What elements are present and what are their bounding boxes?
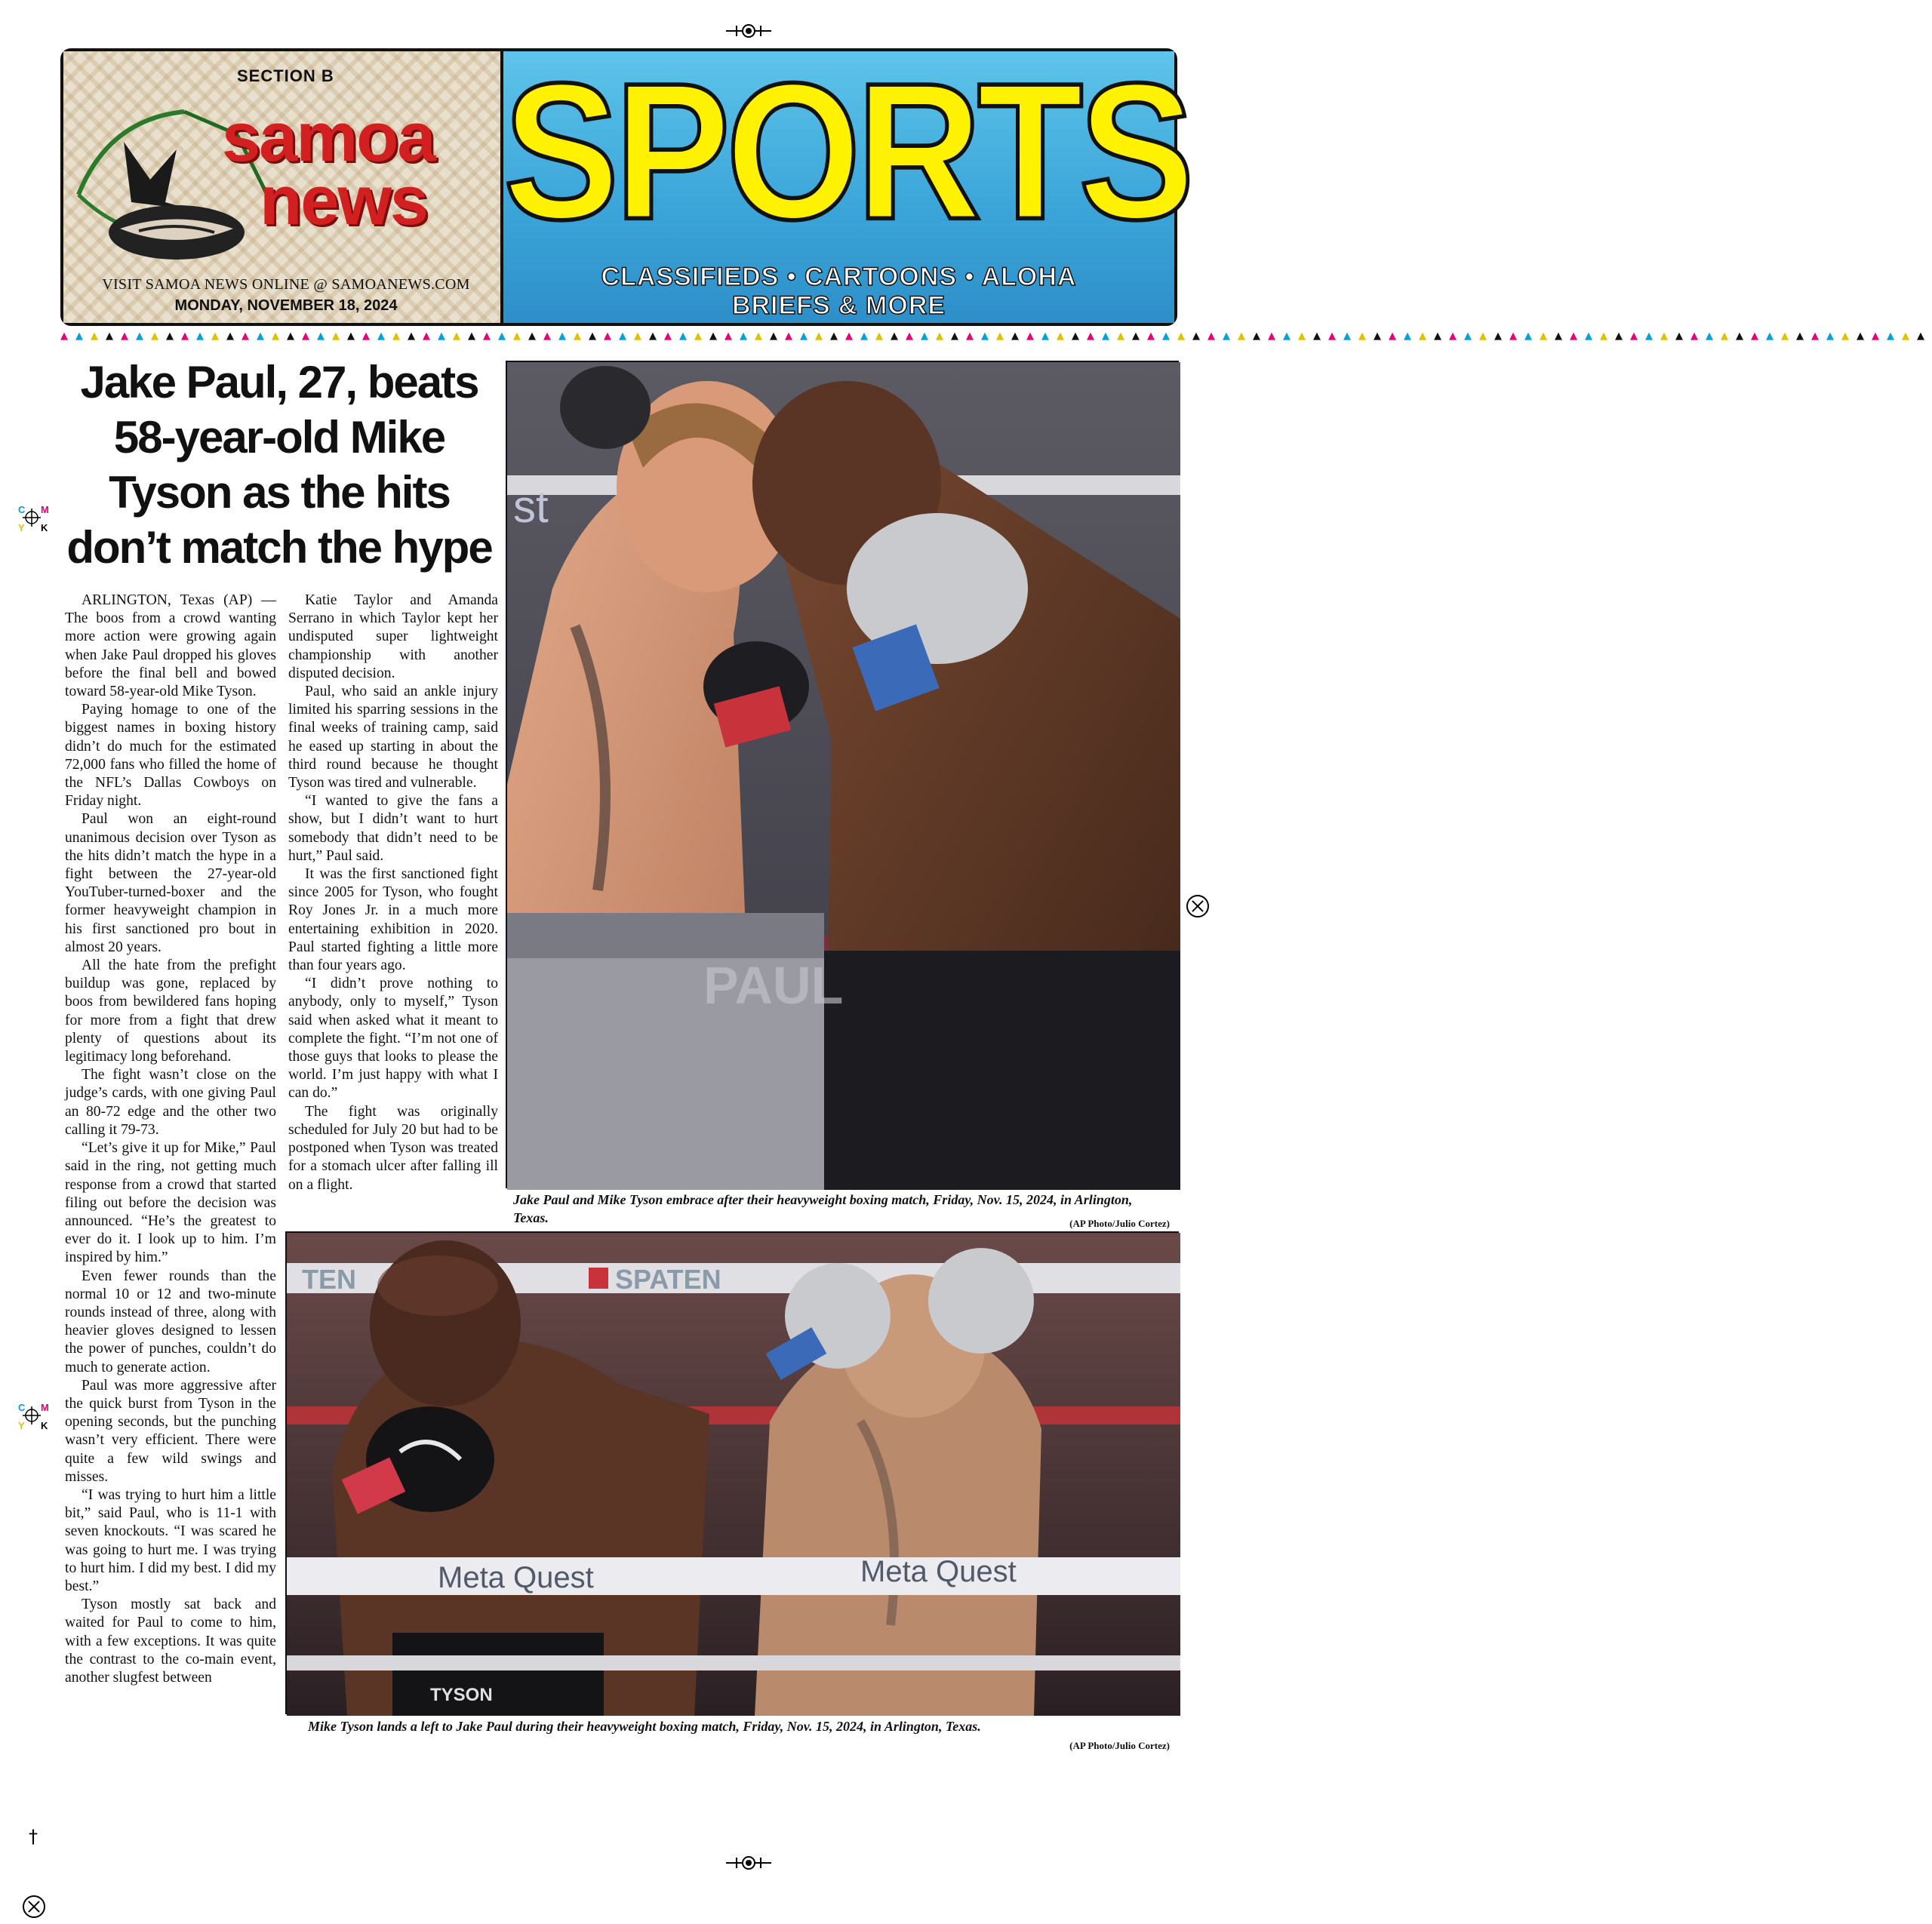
decorative-triangle-icon: ▲: [770, 330, 785, 342]
decorative-triangle-icon: ▲: [121, 330, 136, 342]
photo-punch-credit: (AP Photo/Julio Cortez): [1069, 1740, 1170, 1751]
section-subtitle-line1: CLASSIFIEDS • CARTOONS • ALOHA: [601, 263, 1077, 291]
decorative-triangle-icon: ▲: [724, 330, 740, 342]
decorative-triangle-icon: ▲: [589, 330, 604, 342]
decorative-triangle-icon: ▲: [1751, 330, 1766, 342]
crosshair-mark-bottom-left: [23, 1895, 45, 1918]
decorative-triangle-icon: ▲: [1585, 330, 1600, 342]
photo-embrace: [506, 361, 1179, 1188]
decorative-triangle-icon: ▲: [347, 330, 362, 342]
decorative-triangle-icon: ▲: [1811, 330, 1826, 342]
decorative-triangle-icon: ▲: [1841, 330, 1857, 342]
photo-punch-caption: Mike Tyson lands a left to Jake Paul during their heavyweight boxing match, Friday, Nov. 15, 2024, in Arlington, Texas.: [308, 1719, 981, 1734]
decorative-triangle-icon: ▲: [755, 330, 770, 342]
decorative-triangle-icon: ▲: [528, 330, 543, 342]
decorative-triangle-icon: ▲: [1736, 330, 1751, 342]
article-paragraph: Even fewer rounds than the normal 10 or 12 and two-minute rounds instead of three, along with heavier gloves designed to lessen the power of punches, couldn’t do much to generate action.: [65, 1268, 276, 1375]
decorative-triangle-icon: ▲: [196, 330, 211, 342]
registration-mark-top: [726, 23, 771, 39]
decorative-triangle-icon: ▲: [800, 330, 815, 342]
svg-text:TYSON: TYSON: [430, 1685, 493, 1705]
decorative-triangle-icon: ▲: [845, 330, 860, 342]
decorative-triangle-icon: ▲: [1540, 330, 1555, 342]
decorative-triangle-icon: ▲: [649, 330, 664, 342]
decorative-triangle-icon: ▲: [302, 330, 317, 342]
article-paragraph: Paying homage to one of the biggest names in boxing history didn’t do much for the estimated 72,000 fans who filled the home of the NFL’s Dallas Cowboys on Friday night.: [65, 702, 276, 810]
decorative-triangle-icon: ▲: [1464, 330, 1479, 342]
decorative-triangle-icon: ▲: [1041, 330, 1057, 342]
article-paragraph: Tyson mostly sat back and waited for Paul to come to him, with a few exceptions. It was quite the contrast to the co-main event, another slugfest between: [65, 1597, 276, 1686]
crosshair-mark-right: [1186, 895, 1209, 917]
decorative-triangle-icon: ▲: [91, 330, 106, 342]
decorative-triangle-icon: ▲: [1675, 330, 1690, 342]
svg-text:PAUL: PAUL: [703, 956, 844, 1015]
decorative-triangle-icon: ▲: [287, 330, 302, 342]
dagger-mark: †: [29, 1826, 38, 1847]
decorative-triangle-icon: ▲: [1766, 330, 1781, 342]
decorative-triangle-icon: ▲: [1419, 330, 1434, 342]
decorative-triangle-icon: ▲: [1449, 330, 1464, 342]
decorative-triangle-icon: ▲: [438, 330, 453, 342]
cmyk-c: C: [18, 1402, 26, 1413]
decorative-triangle-icon: ▲: [1781, 330, 1796, 342]
masthead-logo-panel: [63, 51, 503, 323]
decorative-triangle-icon: ▲: [1208, 330, 1223, 342]
issue-date: MONDAY, NOVEMBER 18, 2024: [174, 297, 398, 314]
masthead: [60, 42, 1190, 326]
decorative-triangle-icon: ▲: [242, 330, 257, 342]
article-paragraph: All the hate from the prefight buildup was gone, replaced by boos from bewildered fans hoping for more from a fight that drew plenty of questions about its legitimacy long beforehand.: [65, 957, 276, 1065]
decorative-triangle-icon: ▲: [1887, 330, 1902, 342]
decorative-triangle-icon: ▲: [604, 330, 619, 342]
svg-text:SPATEN: SPATEN: [615, 1264, 721, 1295]
decorative-triangle-icon: ▲: [1072, 330, 1087, 342]
decorative-triangle-icon: ▲: [1147, 330, 1162, 342]
photo-embrace-credit: (AP Photo/Julio Cortez): [1069, 1218, 1170, 1229]
decorative-triangle-icon: ▲: [1343, 330, 1358, 342]
decorative-triangle-icon: ▲: [1117, 330, 1132, 342]
article-paragraph: The fight wasn’t close on the judge’s cards, with one giving Paul an 80-72 edge and the other two calling it 79-73.: [65, 1067, 276, 1138]
decorative-triangle-icon: ▲: [1902, 330, 1917, 342]
decorative-triangle-icon: ▲: [1011, 330, 1026, 342]
decorative-triangle-icon: ▲: [1374, 330, 1389, 342]
section-label: SECTION B: [237, 66, 334, 85]
decorative-triangle-icon: ▲: [740, 330, 755, 342]
decorative-triangle-icon: ▲: [423, 330, 438, 342]
decorative-triangle-icon: ▲: [1283, 330, 1298, 342]
decorative-triangle-icon: ▲: [408, 330, 423, 342]
decorative-triangle-icon: ▲: [106, 330, 121, 342]
decorative-triangle-icon: ▲: [936, 330, 951, 342]
decorative-triangle-icon: ▲: [1872, 330, 1887, 342]
cmyk-c: C: [18, 504, 26, 515]
decorative-triangle-icon: ▲: [166, 330, 181, 342]
logo-news-text: news: [260, 162, 428, 239]
decorative-triangle-icon: ▲: [619, 330, 634, 342]
decorative-triangle-icon: ▲: [151, 330, 166, 342]
decorative-triangle-icon: ▲: [1238, 330, 1253, 342]
decorative-triangle-icon: ▲: [468, 330, 483, 342]
decorative-triangle-icon: ▲: [1645, 330, 1660, 342]
svg-text:Meta Quest: Meta Quest: [438, 1561, 594, 1594]
decorative-triangle-icon: ▲: [392, 330, 408, 342]
decorative-triangle-icon: ▲: [1026, 330, 1041, 342]
decorative-triangle-icon: ▲: [875, 330, 891, 342]
article-headline: Jake Paul, 27, beats 58-year-old Mike Tyson as the hits don’t match the hype: [66, 357, 492, 573]
decorative-triangle-icon: ▲: [1298, 330, 1313, 342]
article-paragraph: “I was trying to hurt him a little bit,” said Paul, who is 11-1 with seven knockouts. “I was scared he was going to hurt me. I was trying to hurt him. I did my best. I did my best.”: [65, 1486, 276, 1594]
article-paragraph: Paul, who said an ankle injury limited his sparring sessions in the final weeks of training camp, said he eased up starting in about the third round because he thought Tyson was tired and vulnerable.: [288, 684, 498, 791]
decorative-triangle-icon: ▲: [483, 330, 498, 342]
decorative-triangle-icon: ▲: [1057, 330, 1072, 342]
decorative-triangle-icon: ▲: [377, 330, 392, 342]
decorative-triangle-icon: ▲: [1268, 330, 1283, 342]
decorative-triangle-icon: ▲: [1524, 330, 1540, 342]
decorative-triangle-icon: ▲: [996, 330, 1011, 342]
decorative-triangle-icon: ▲: [1389, 330, 1404, 342]
decorative-triangle-icon: ▲: [906, 330, 921, 342]
article-paragraph: The fight was originally scheduled for July 20 but had to be postponed when Tyson was treated for a stomach ulcer after falling ill on a flight.: [288, 1103, 498, 1193]
boxers-embrace-image: [507, 362, 1180, 1190]
cmyk-k: K: [41, 1420, 48, 1431]
decorative-triangle-icon: ▲: [272, 330, 287, 342]
decorative-triangle-icon: ▲: [1087, 330, 1102, 342]
svg-text:TEN: TEN: [302, 1264, 356, 1295]
decorative-triangle-icon: ▲: [1162, 330, 1177, 342]
decorative-triangle-icon: ▲: [1615, 330, 1630, 342]
decorative-triangle-icon: ▲: [1479, 330, 1494, 342]
decorative-triangle-icon: ▲: [317, 330, 332, 342]
svg-text:Meta Quest: Meta Quest: [860, 1555, 1017, 1588]
decorative-triangle-icon: ▲: [75, 330, 91, 342]
cmyk-y: Y: [18, 1420, 25, 1431]
website-link[interactable]: VISIT SAMOA NEWS ONLINE @ SAMOANEWS.COM: [102, 276, 470, 293]
decorative-triangle-icon: ▲: [1223, 330, 1238, 342]
decorative-triangle-icon: ▲: [181, 330, 196, 342]
decorative-triangle-icon: ▲: [362, 330, 377, 342]
decorative-triangle-icon: ▲: [830, 330, 845, 342]
decorative-triangle-icon: ▲: [694, 330, 709, 342]
section-subtitle-line2: BRIEFS & MORE: [731, 291, 946, 320]
decorative-triangle-icon: ▲: [1313, 330, 1328, 342]
decorative-triangle-icon: ▲: [860, 330, 875, 342]
decorative-triangle-icon: ▲: [785, 330, 800, 342]
photo-embrace-caption: Jake Paul and Mike Tyson embrace after their heavyweight boxing match, Friday, Nov. 15, 2024, in Arlington, Texas.: [513, 1192, 1133, 1225]
decorative-triangle-icon: ▲: [513, 330, 528, 342]
cmyk-k: K: [41, 522, 48, 533]
decorative-triangle-icon: ▲: [558, 330, 574, 342]
decorative-triangle-icon: ▲: [815, 330, 830, 342]
decorative-triangle-icon: ▲: [1132, 330, 1147, 342]
article-paragraph: Paul won an eight-round unanimous decision over Tyson as the hits didn’t match the hype in a fight between the 27-year-old YouTuber-turned-boxer and the former heavyweight champion in his first sanctioned pro bout in almost 20 years.: [65, 811, 276, 955]
registration-mark-bottom: [726, 1855, 771, 1871]
svg-text:st: st: [513, 481, 549, 532]
article-paragraph: “Let’s give it up for Mike,” Paul said in the ring, not getting much response from a crowd that started filing out before the decision was announced. “He’s the greatest to ever do it. I look up to him. I’m inspired by him.”: [65, 1140, 276, 1266]
decorative-triangle-icon: ▲: [1917, 330, 1932, 342]
decorative-triangle-icon: ▲: [1570, 330, 1585, 342]
decorative-triangle-icon: ▲: [966, 330, 981, 342]
decorative-triangle-icon: ▲: [1857, 330, 1872, 342]
decorative-triangle-icon: ▲: [1253, 330, 1268, 342]
decorative-triangle-icon: ▲: [951, 330, 966, 342]
article-paragraph: “I didn’t prove nothing to anybody, only to myself,” Tyson said when asked what it meant to complete the fight. “I’m not one of those guys that looks to please the world. I’m just happy with what I can do.”: [288, 976, 498, 1102]
article-column-1: [65, 592, 276, 1687]
masthead-sports-panel: [503, 42, 1190, 323]
decorative-triangle-icon: ▲: [1600, 330, 1615, 342]
decorative-triangle-icon: ▲: [981, 330, 996, 342]
decorative-triangle-icon: ▲: [1102, 330, 1117, 342]
decorative-triangle-icon: ▲: [60, 330, 75, 342]
decorative-triangle-icon: ▲: [1358, 330, 1374, 342]
cmyk-m: M: [41, 504, 49, 515]
decorative-triangle-icon: ▲: [1328, 330, 1343, 342]
section-title: SPORTS: [503, 42, 1190, 260]
decorative-triangle-icon: ▲: [1434, 330, 1449, 342]
decorative-triangle-icon: ▲: [634, 330, 649, 342]
decorative-triangle-icon: ▲: [664, 330, 679, 342]
decorative-triangle-icon: ▲: [1796, 330, 1811, 342]
decorative-triangle-icon: ▲: [1706, 330, 1721, 342]
decorative-triangle-icon: ▲: [921, 330, 936, 342]
decorative-triangle-icon: ▲: [543, 330, 558, 342]
decorative-triangle-icon: ▲: [498, 330, 513, 342]
decorative-triangle-icon: ▲: [1177, 330, 1192, 342]
decorative-triangle-icon: ▲: [332, 330, 347, 342]
cmyk-mark-upper: [17, 504, 47, 534]
decorative-triangle-icon: ▲: [1192, 330, 1208, 342]
decorative-triangle-icon: ▲: [1721, 330, 1736, 342]
cmyk-mark-lower: [17, 1402, 47, 1432]
decorative-triangle-icon: ▲: [1690, 330, 1706, 342]
decorative-triangle-icon: ▲: [1404, 330, 1419, 342]
article-paragraph: It was the first sanctioned fight since 2005 for Tyson, who fought Roy Jones Jr. in a much more entertaining exhibition in 2020. Paul started fighting a little more than four years ago.: [288, 866, 498, 974]
article-column-2: [288, 592, 498, 1194]
decorative-triangle-icon: ▲: [1630, 330, 1645, 342]
article-paragraph: Paul was more aggressive after the quick burst from Tyson in the opening seconds, but the punching wasn’t very efficient. There were quite a few wild swings and misses.: [65, 1377, 276, 1485]
decorative-triangle-border: [60, 330, 1932, 343]
decorative-triangle-icon: ▲: [709, 330, 724, 342]
decorative-triangle-icon: ▲: [257, 330, 272, 342]
decorative-triangle-icon: ▲: [1826, 330, 1841, 342]
decorative-triangle-icon: ▲: [453, 330, 468, 342]
decorative-triangle-icon: ▲: [574, 330, 589, 342]
decorative-triangle-icon: ▲: [1509, 330, 1524, 342]
article-paragraph: “I wanted to give the fans a show, but I didn’t want to hurt somebody that didn’t need to be hurt,” Paul said.: [288, 793, 498, 864]
cmyk-y: Y: [18, 522, 25, 533]
photo-punch: [285, 1231, 1179, 1714]
decorative-triangle-icon: ▲: [226, 330, 242, 342]
decorative-triangle-icon: ▲: [1555, 330, 1570, 342]
decorative-triangle-icon: ▲: [679, 330, 694, 342]
article-paragraph: ARLINGTON, Texas (AP) — The boos from a crowd wanting more action were growing again when Jake Paul dropped his gloves before the final bell and bowed toward 58-year-old Mike Tyson.: [65, 592, 276, 700]
logo-samoa-text: samoa: [222, 99, 435, 176]
tyson-punch-image: [287, 1233, 1180, 1716]
decorative-triangle-icon: ▲: [1660, 330, 1675, 342]
decorative-triangle-icon: ▲: [1494, 330, 1509, 342]
decorative-triangle-icon: ▲: [891, 330, 906, 342]
cmyk-m: M: [41, 1402, 49, 1413]
article-paragraph: Katie Taylor and Amanda Serrano in which Taylor kept her undisputed super lightweight championship with another disputed decision.: [288, 592, 498, 681]
decorative-triangle-icon: ▲: [211, 330, 226, 342]
decorative-triangle-icon: ▲: [136, 330, 151, 342]
